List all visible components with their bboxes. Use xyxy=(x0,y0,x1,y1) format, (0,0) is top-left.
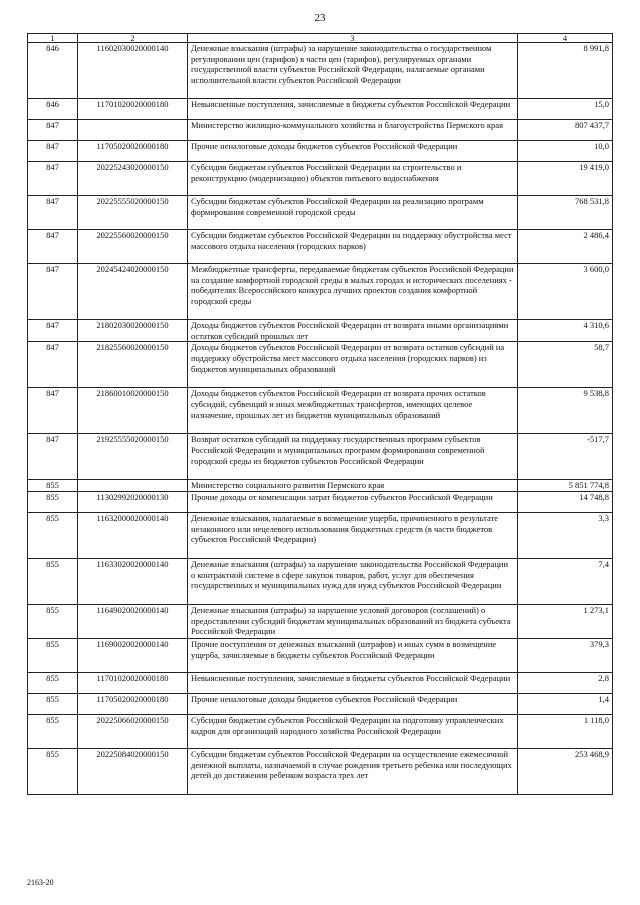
name-cell: Денежные взыскания (штрафы) за нарушение условий договоров (соглашений) о предоставлении субсидий бюджетам муниципальных образований из бюджета субъекта Российской Федерации xyxy=(188,604,518,638)
amount-cell: 19 419,0 xyxy=(518,162,613,196)
name-cell: Невыясненные поступления, зачисляемые в бюджеты субъектов Российской Федерации xyxy=(188,672,518,693)
amount-cell: 2 486,4 xyxy=(518,230,613,264)
code-cell: 21925555020000150 xyxy=(78,434,188,480)
code-cell: 20225243020000150 xyxy=(78,162,188,196)
code-cell: 20225084020000150 xyxy=(78,748,188,794)
code-cell xyxy=(78,480,188,492)
table-body xyxy=(28,43,613,795)
admin-cell: 846 xyxy=(28,43,78,99)
code-cell: 11649020020000140 xyxy=(78,604,188,638)
admin-cell: 855 xyxy=(28,714,78,748)
table-row xyxy=(28,480,613,492)
code-cell: 11632000020000140 xyxy=(78,512,188,558)
name-cell: Доходы бюджетов субъектов Российской Федерации от возврата иными организациями остатков субсидий прошлых лет xyxy=(188,320,518,342)
table-row xyxy=(28,388,613,434)
name-cell: Субсидии бюджетам субъектов Российской Федерации на подготовку управленческих кадров для организаций народного хозяйства Российской Федерации xyxy=(188,714,518,748)
code-cell: 20225555020000150 xyxy=(78,196,188,230)
column-header: 3 xyxy=(188,34,518,43)
code-cell xyxy=(78,120,188,141)
code-cell: 20245424020000150 xyxy=(78,264,188,320)
code-cell: 21802030020000150 xyxy=(78,320,188,342)
column-header: 2 xyxy=(78,34,188,43)
admin-cell: 855 xyxy=(28,693,78,714)
name-cell: Прочие доходы от компенсации затрат бюджетов субъектов Российской Федерации xyxy=(188,491,518,512)
amount-cell: 58,7 xyxy=(518,342,613,388)
table-row xyxy=(28,672,613,693)
amount-cell: 14 748,8 xyxy=(518,491,613,512)
table-row xyxy=(28,162,613,196)
name-cell: Прочие неналоговые доходы бюджетов субъектов Российской Федерации xyxy=(188,693,518,714)
amount-cell: -517,7 xyxy=(518,434,613,480)
amount-cell: 768 531,8 xyxy=(518,196,613,230)
admin-cell: 855 xyxy=(28,748,78,794)
table-row xyxy=(28,141,613,162)
amount-cell: 10,0 xyxy=(518,141,613,162)
name-cell: Межбюджетные трансферты, передаваемые бюджетам субъектов Российской Федерации на создание комфортной городской среды в малых городах и исторических поселениях - победителях Всероссийского конкурса лучших проектов создания комфортной городской среды xyxy=(188,264,518,320)
name-cell: Невыясненные поступления, зачисляемые в бюджеты субъектов Российской Федерации xyxy=(188,99,518,120)
amount-cell: 1 118,0 xyxy=(518,714,613,748)
admin-cell: 847 xyxy=(28,196,78,230)
admin-cell: 855 xyxy=(28,672,78,693)
code-cell: 11302992020000130 xyxy=(78,491,188,512)
amount-cell: 1,4 xyxy=(518,693,613,714)
table-row xyxy=(28,748,613,794)
table-row xyxy=(28,196,613,230)
page-number: 23 xyxy=(314,12,326,24)
amount-cell: 1 273,1 xyxy=(518,604,613,638)
admin-cell: 855 xyxy=(28,638,78,672)
name-cell: Прочие поступления от денежных взысканий (штрафов) и иных сумм в возмещение ущерба, зачисляемые в бюджеты субъектов Российской Федерации xyxy=(188,638,518,672)
admin-cell: 855 xyxy=(28,558,78,604)
table-row xyxy=(28,638,613,672)
code-cell: 21825560020000150 xyxy=(78,342,188,388)
admin-cell: 855 xyxy=(28,512,78,558)
admin-cell: 847 xyxy=(28,230,78,264)
amount-cell: 807 437,7 xyxy=(518,120,613,141)
revenue-table xyxy=(27,33,613,795)
table-row xyxy=(28,120,613,141)
name-cell: Денежные взыскания (штрафы) за нарушение законодательства Российской Федерации о контрактной системе в сфере закупок товаров, работ, услуг для обеспечения государственных и муниципальных нужд для нужд субъектов Российской Федерации xyxy=(188,558,518,604)
table-row xyxy=(28,558,613,604)
amount-cell: 7,4 xyxy=(518,558,613,604)
table-row xyxy=(28,342,613,388)
amount-cell: 9 538,8 xyxy=(518,388,613,434)
code-cell: 11690020020000140 xyxy=(78,638,188,672)
amount-cell: 253 468,9 xyxy=(518,748,613,794)
name-cell: Доходы бюджетов субъектов Российской Федерации от возврата остатков субсидий на поддержку обустройства мест массового отдыха населения (городских парков) из бюджетов муниципальных образований xyxy=(188,342,518,388)
admin-cell: 847 xyxy=(28,141,78,162)
code-cell: 11633020020000140 xyxy=(78,558,188,604)
admin-cell: 855 xyxy=(28,604,78,638)
table-row xyxy=(28,693,613,714)
admin-cell: 847 xyxy=(28,264,78,320)
amount-cell: 5 851 774,8 xyxy=(518,480,613,492)
code-cell: 20225560020000150 xyxy=(78,230,188,264)
amount-cell: 2,8 xyxy=(518,672,613,693)
code-cell: 11705020020000180 xyxy=(78,693,188,714)
name-cell: Субсидии бюджетам субъектов Российской Федерации на поддержку обустройства мест массового отдыха населения (городских парков) xyxy=(188,230,518,264)
admin-cell: 847 xyxy=(28,162,78,196)
amount-cell: 15,0 xyxy=(518,99,613,120)
code-cell: 11701020020000180 xyxy=(78,99,188,120)
admin-cell: 847 xyxy=(28,120,78,141)
admin-cell: 847 xyxy=(28,342,78,388)
amount-cell: 379,3 xyxy=(518,638,613,672)
code-cell: 11705020020000180 xyxy=(78,141,188,162)
name-cell: Денежные взыскания (штрафы) за нарушение законодательства о государственном регулировании цен (тарифов) в части цен (тарифов), регулируемых органами государственной власти субъектов Российской Федерации, налагаемые органами исполнительной власти субъектов Российской Федерации xyxy=(188,43,518,99)
admin-cell: 855 xyxy=(28,480,78,492)
admin-cell: 847 xyxy=(28,434,78,480)
column-header: 4 xyxy=(518,34,613,43)
admin-cell: 847 xyxy=(28,320,78,342)
name-cell: Субсидии бюджетам субъектов Российской Федерации на реализацию программ формирования современной городской среды xyxy=(188,196,518,230)
name-cell: Возврат остатков субсидий на поддержку государственных программ субъектов Российской Федерации и муниципальных программ формирования современной городской среды из бюджетов субъектов Российской Федерации xyxy=(188,434,518,480)
name-cell: Субсидии бюджетам субъектов Российской Федерации на строительство и реконструкцию (модернизацию) объектов питьевого водоснабжения xyxy=(188,162,518,196)
table-row xyxy=(28,714,613,748)
table-row xyxy=(28,320,613,342)
amount-cell: 8 991,8 xyxy=(518,43,613,99)
name-cell: Субсидии бюджетам субъектов Российской Федерации на осуществление ежемесячной денежной выплаты, назначаемой в случае рождения третьего ребенка или последующих детей до достижения ребенком возраста трех лет xyxy=(188,748,518,794)
code-cell: 11701020020000180 xyxy=(78,672,188,693)
name-cell: Прочие неналоговые доходы бюджетов субъектов Российской Федерации xyxy=(188,141,518,162)
table-row xyxy=(28,99,613,120)
name-cell: Доходы бюджетов субъектов Российской Федерации от возврата прочих остатков субсидий, субвенций и иных межбюджетных трансфертов, имеющих целевое назначение, прошлых лет из бюджетов муниципальных образований xyxy=(188,388,518,434)
table-row xyxy=(28,604,613,638)
table-row xyxy=(28,512,613,558)
admin-cell: 846 xyxy=(28,99,78,120)
table-row xyxy=(28,434,613,480)
admin-cell: 855 xyxy=(28,491,78,512)
table-row xyxy=(28,491,613,512)
code-cell: 20225066020000150 xyxy=(78,714,188,748)
code-cell: 21860010020000150 xyxy=(78,388,188,434)
table-row xyxy=(28,43,613,99)
admin-cell: 847 xyxy=(28,388,78,434)
name-cell: Министерство социального развития Пермского края xyxy=(188,480,518,492)
column-header: 1 xyxy=(28,34,78,43)
code-cell: 11602030020000140 xyxy=(78,43,188,99)
table-header-row xyxy=(28,34,613,43)
name-cell: Министерство жилищно-коммунального хозяйства и благоустройства Пермского края xyxy=(188,120,518,141)
footer-code: 2163-20 xyxy=(27,878,54,887)
amount-cell: 3 600,0 xyxy=(518,264,613,320)
table-row xyxy=(28,230,613,264)
table-row xyxy=(28,264,613,320)
amount-cell: 4 310,6 xyxy=(518,320,613,342)
amount-cell: 3,3 xyxy=(518,512,613,558)
name-cell: Денежные взыскания, налагаемые в возмещение ущерба, причиненного в результате незаконного или нецелевого использования бюджетных средств (в части бюджетов субъектов Российской Федерации) xyxy=(188,512,518,558)
